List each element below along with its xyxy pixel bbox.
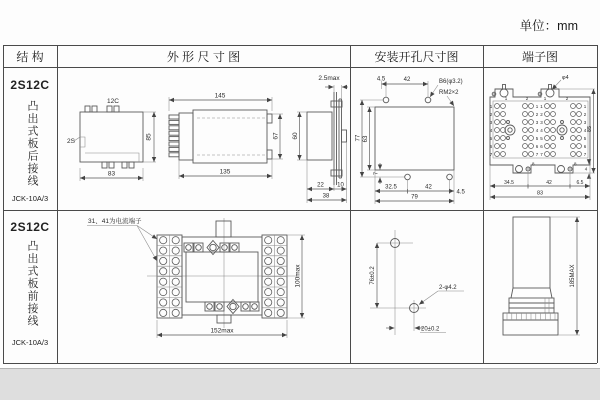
install-top-dim1: 4.5 [376, 76, 386, 83]
terminal-height-dim: 85 [587, 125, 593, 133]
terminal-top-num: 1 [504, 96, 508, 102]
install-thread-label: RM2×2 [439, 90, 459, 96]
row-num: 1 [535, 103, 539, 109]
current-terminal-note: 31、41为电流端子 [88, 218, 142, 225]
row-num: 6 [583, 143, 587, 149]
model-rear: 2S12C [10, 78, 50, 92]
side-height-dim: 67 [272, 132, 280, 140]
install-front-vdim: 76±0.2 [370, 266, 376, 285]
install-top-dim2: 42 [403, 77, 411, 83]
panel-d2-dim: 10 [337, 182, 344, 189]
terminal-bottom-dim2: 42 [546, 180, 552, 186]
row-num: 5 [535, 135, 539, 141]
stud-num: 8 [532, 161, 535, 167]
install-total-dim: 79 [411, 194, 418, 201]
header-structure: 结 构 [16, 49, 44, 64]
terminal-bottom-dim3: 6.5 [576, 180, 584, 186]
row-num: 1 [540, 103, 543, 109]
row-num: 3 [583, 119, 587, 125]
row-num: 7 [489, 151, 493, 157]
row-num: 5 [583, 135, 587, 141]
install-offset-dim: 7 [373, 171, 380, 176]
panel-d1-dim: 22 [317, 182, 324, 189]
right-terminal-strip [262, 235, 287, 318]
install-drawing-rear [350, 67, 483, 210]
install-bottom-dim3: 4.5 [456, 189, 465, 196]
row-num: 4 [489, 127, 493, 133]
row-num: 4 [540, 127, 543, 133]
row-num: 1 [583, 103, 587, 109]
terminal-tab-dim: 4 [584, 166, 588, 172]
terminal-drawing-rear [483, 67, 597, 210]
row-num: 3 [540, 119, 543, 125]
side-total-dim: 145 [214, 92, 226, 100]
mount-type-rear: 凸出式板后接线 [26, 100, 38, 188]
side-drawing-front [483, 210, 597, 363]
front-top-label: 12C [107, 98, 119, 105]
outline-front-height: 100max [294, 264, 302, 288]
row-num: 6 [489, 143, 493, 149]
panel-total-dim: 38 [322, 193, 330, 200]
install-front-hole-label: 2-φ4.2 [439, 285, 457, 291]
install-inner-height: 63 [363, 135, 369, 143]
header-outline: 外 形 尺 寸 图 [166, 49, 241, 64]
install-front-hdim: 20±0.2 [421, 326, 440, 333]
code-rear: JCK-10A/3 [11, 194, 49, 203]
front-height-dim: 85 [145, 133, 153, 141]
code-front: JCK-10A/3 [11, 338, 49, 347]
front-left-label: 2S [67, 138, 75, 145]
terminal-top-num: 2 [565, 96, 569, 102]
install-outer-height: 77 [355, 134, 362, 142]
row-num: 2 [489, 111, 493, 117]
row-num: 2 [583, 111, 587, 117]
unit-label: 单位：mm [519, 19, 578, 33]
front-view [67, 98, 156, 181]
terminal-top-num: 2 [525, 96, 529, 102]
row-num: 3 [535, 119, 539, 125]
model-front: 2S12C [10, 220, 50, 234]
install-drawing-front [350, 210, 483, 363]
row-num: 7 [540, 151, 543, 157]
header-terminal: 端子图 [521, 49, 558, 64]
table-bottom-border [3, 363, 597, 364]
row-num: 7 [583, 151, 587, 157]
left-terminal-strip [157, 235, 182, 318]
row-num: 2 [535, 111, 539, 117]
row-num: 6 [535, 143, 539, 149]
stud-num: 8 [574, 161, 577, 167]
row-num: 5 [489, 135, 493, 141]
row-num: 1 [489, 103, 493, 109]
terminal-bottom-dim1: 34.5 [504, 180, 514, 186]
outline-drawing-rear [57, 67, 350, 210]
install-bottom-dim1: 32.5 [385, 184, 397, 191]
row-num: 2 [540, 111, 543, 117]
outline-drawing-front [57, 210, 350, 363]
row-num: 5 [540, 135, 543, 141]
table-right-border [597, 45, 598, 363]
table-left-border [3, 45, 4, 363]
row-num: 6 [540, 143, 543, 149]
terminal-total-dim: 83 [536, 190, 544, 197]
terminal-hole-label: φ4 [562, 75, 569, 81]
row-num: 4 [535, 127, 539, 133]
panel-height-dim: 60 [292, 132, 299, 140]
front-width-dim: 83 [107, 170, 116, 178]
side-body-dim: 135 [219, 168, 231, 176]
install-hole-label: B6(φ3.2) [439, 79, 463, 85]
mount-type-front: 凸出式板前接线 [26, 240, 38, 328]
side-front-height-dim: 185MAX [570, 264, 576, 288]
row-num: 3 [489, 119, 493, 125]
install-bottom-dim2: 42 [425, 184, 432, 191]
panel-gap-dim: 2.5max [318, 75, 340, 82]
terminal-top-num: 1 [543, 96, 547, 102]
header-install: 安装开孔尺寸图 [374, 49, 459, 64]
side-view [169, 93, 283, 180]
page-bottom-strip [0, 368, 600, 400]
panel-view [292, 75, 348, 203]
row-num: 4 [583, 127, 587, 133]
row-num: 7 [535, 151, 539, 157]
outline-front-width: 152max [210, 327, 234, 335]
